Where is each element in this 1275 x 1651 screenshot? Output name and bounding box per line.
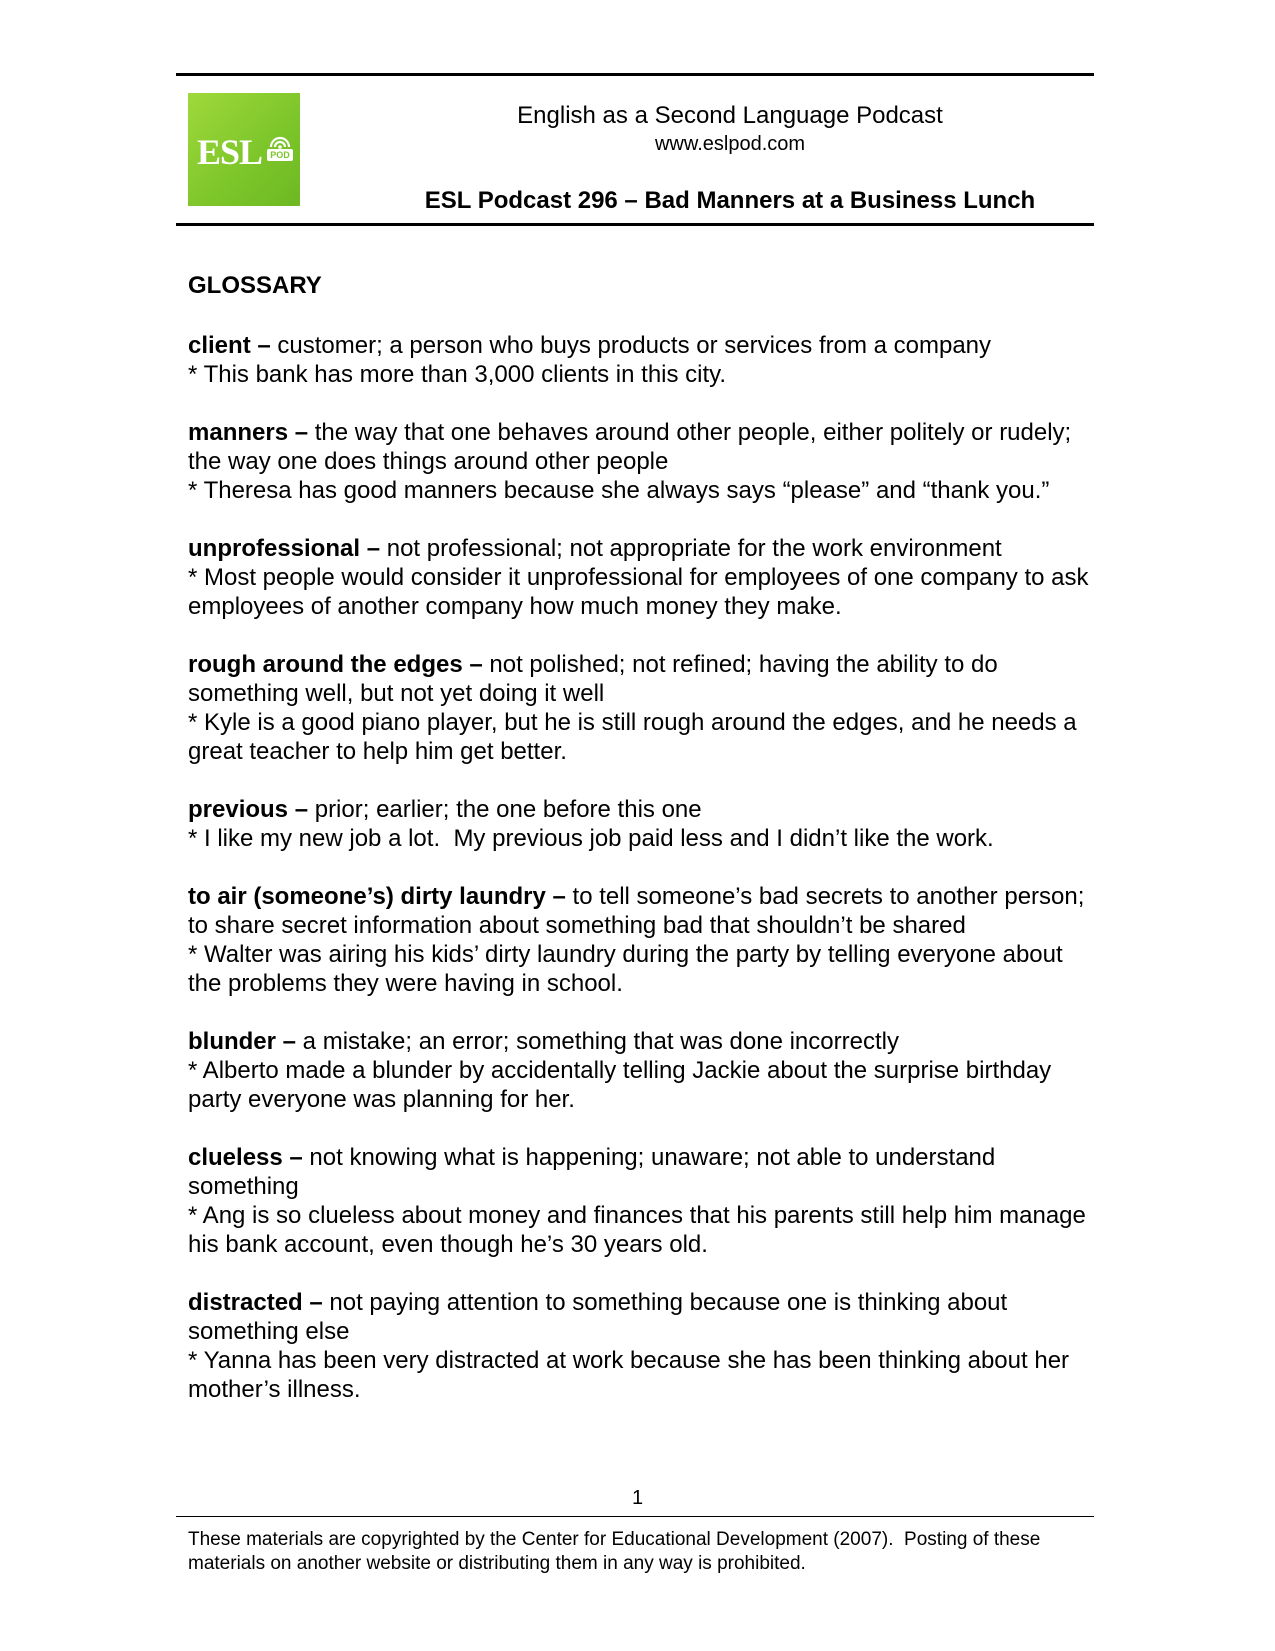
glossary-heading: GLOSSARY (188, 272, 322, 299)
copyright-notice: These materials are copyrighted by the Center for Educational Development (2007). Posting of these materials on another website or distributing them in any way is prohibited. (188, 1529, 1046, 1574)
entry-definition: to tell someone’s bad secrets to another person; to share secret information about something bad that shouldn’t be shared (188, 883, 1085, 939)
entry-definition-line (188, 882, 1094, 940)
entry-definition-line (188, 331, 1094, 360)
glossary-entry (188, 795, 1094, 853)
entry-term: distracted – (188, 1289, 323, 1316)
entry-term: client – (188, 332, 271, 359)
entry-term: to air (someone’s) dirty laundry – (188, 883, 566, 910)
glossary-entry (188, 1288, 1094, 1404)
entry-example: * Alberto made a blunder by accidentally telling Jackie about the surprise birthday party everyone was planning for her. (188, 1057, 1052, 1113)
eslpod-logo (188, 93, 300, 206)
entry-definition: a mistake; an error; something that was done incorrectly (296, 1028, 899, 1055)
entry-definition-line (188, 1027, 1094, 1056)
glossary-entry (188, 418, 1094, 505)
episode-title: ESL Podcast 296 – Bad Manners at a Business Lunch (424, 187, 1036, 214)
entry-definition: not knowing what is happening; unaware; not able to understand something (188, 1144, 996, 1200)
entry-example: * Yanna has been very distracted at work because she has been thinking about her mother’s illness. (188, 1347, 1070, 1403)
entry-definition-line (188, 650, 1094, 708)
logo-text: ESL (197, 132, 263, 172)
entry-term: rough around the edges – (188, 651, 483, 678)
glossary-entry (188, 331, 1094, 389)
footer-rule (176, 1516, 1094, 1517)
glossary-list (188, 331, 1094, 1433)
entry-term: manners – (188, 419, 309, 446)
entry-definition-line (188, 534, 1094, 563)
glossary-entry (188, 1143, 1094, 1259)
entry-example: * Most people would consider it unprofessional for employees of one company to ask employees of another company how much money they make. (188, 564, 1089, 620)
podcast-name: English as a Second Language Podcast (517, 102, 943, 129)
entry-definition: prior; earlier; the one before this one (308, 796, 702, 823)
entry-definition-line (188, 1288, 1094, 1346)
website-url: www.eslpod.com (654, 133, 806, 155)
logo-pod-label: POD (267, 149, 293, 161)
entry-example: * I like my new job a lot. My previous job paid less and I didn’t like the work. (188, 825, 994, 852)
podcast-signal-icon (267, 131, 293, 163)
entry-example: * Ang is so clueless about money and finances that his parents still help him manage his bank account, even though he’s 30 years old. (188, 1202, 1086, 1258)
header-top-rule (176, 73, 1094, 76)
entry-example: * This bank has more than 3,000 clients in this city. (188, 361, 727, 388)
glossary-entry (188, 1027, 1094, 1114)
entry-example: * Kyle is a good piano player, but he is still rough around the edges, and he needs a great teacher to help him get better. (188, 709, 1077, 765)
entry-definition: not polished; not refined; having the ability to do something well, but not yet doing it well (188, 651, 998, 707)
entry-definition-line (188, 795, 1094, 824)
entry-definition: not professional; not appropriate for the work environment (380, 535, 1002, 562)
entry-definition: not paying attention to something because one is thinking about something else (188, 1289, 1008, 1345)
glossary-entry (188, 882, 1094, 998)
entry-term: clueless – (188, 1144, 303, 1171)
page-number: 1 (631, 1487, 644, 1509)
entry-term: previous – (188, 796, 309, 823)
entry-term: blunder – (188, 1028, 297, 1055)
entry-definition: customer; a person who buys products or services from a company (270, 332, 992, 359)
glossary-entry (188, 534, 1094, 621)
entry-example: * Walter was airing his kids’ dirty laundry during the party by telling everyone about the problems they were having in school. (188, 941, 1063, 997)
header-bottom-rule (176, 223, 1094, 226)
entry-example: * Theresa has good manners because she always says “please” and “thank you.” (188, 477, 1050, 504)
glossary-entry (188, 650, 1094, 766)
entry-definition: the way that one behaves around other people, either politely or rudely; the way one does things around other people (188, 419, 1072, 475)
entry-term: unprofessional – (188, 535, 381, 562)
entry-definition-line (188, 1143, 1094, 1201)
entry-definition-line (188, 418, 1094, 476)
